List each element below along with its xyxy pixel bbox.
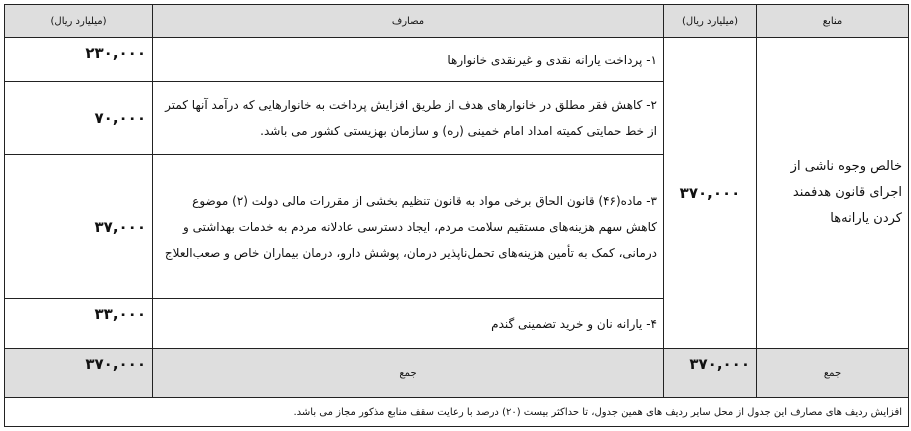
- total-label-sources: جمع: [757, 349, 909, 398]
- footnote-row: [5, 398, 909, 427]
- total-label-expenses: جمع: [153, 349, 664, 398]
- expense-amount-4: ۳۳,۰۰۰: [5, 299, 153, 349]
- expense-text-3: ۳- ماده(۴۶) قانون الحاق برخی مواد به قانون تنظیم بخشی از مقررات مالی دولت (۲) موضوع کاهش سهم هزینه‌های مستقیم سلامت مردم، ایجاد دسترسی عادلانه مردم به خدمات بهداشتی و درمانی، کمک به تأمین هزینه‌های تحمل‌ناپذیر درمان، پوشش دارو، درمان بیماران خاص و صعب‌العلاج: [153, 155, 664, 299]
- header-sources: منابع: [757, 5, 909, 38]
- expense-amount-2: ۷۰,۰۰۰: [5, 82, 153, 155]
- budget-table: [4, 4, 909, 427]
- total-row: [5, 349, 909, 398]
- expense-text-4: ۴- یارانه نان و خرید تضمینی گندم: [153, 299, 664, 349]
- expense-text-2: ۲- کاهش فقر مطلق در خانوارهای هدف از طریق افزایش پرداخت به خانوارهایی که درآمد آنها کمتر از خط حمایتی کمیته امداد امام خمینی (ره) و سازمان بهزیستی کشور می باشد.: [153, 82, 664, 155]
- expense-amount-3: ۳۷,۰۰۰: [5, 155, 153, 299]
- header-row: [5, 5, 909, 38]
- header-expenses: مصارف: [153, 5, 664, 38]
- expense-row-1: [5, 38, 909, 82]
- source-label: خالص وجوه ناشی از اجرای قانون هدفمند کردن یارانه‌ها: [757, 38, 909, 349]
- total-amount-sources: ۳۷۰,۰۰۰: [664, 349, 757, 398]
- header-expenses-unit: (میلیارد ریال): [5, 5, 153, 38]
- header-sources-unit: (میلیارد ریال): [664, 5, 757, 38]
- source-amount: ۳۷۰,۰۰۰: [664, 38, 757, 349]
- expense-amount-1: ۲۳۰,۰۰۰: [5, 38, 153, 82]
- expense-text-1: ۱- پرداخت یارانه نقدی و غیرنقدی خانوارها: [153, 38, 664, 82]
- total-amount-expenses: ۳۷۰,۰۰۰: [5, 349, 153, 398]
- footnote: افزایش ردیف های مصارف این جدول از محل سایر ردیف های همین جدول، تا حداکثر بیست (۲۰) درصد با رعایت سقف منابع مذکور مجاز می باشد.: [5, 398, 909, 427]
